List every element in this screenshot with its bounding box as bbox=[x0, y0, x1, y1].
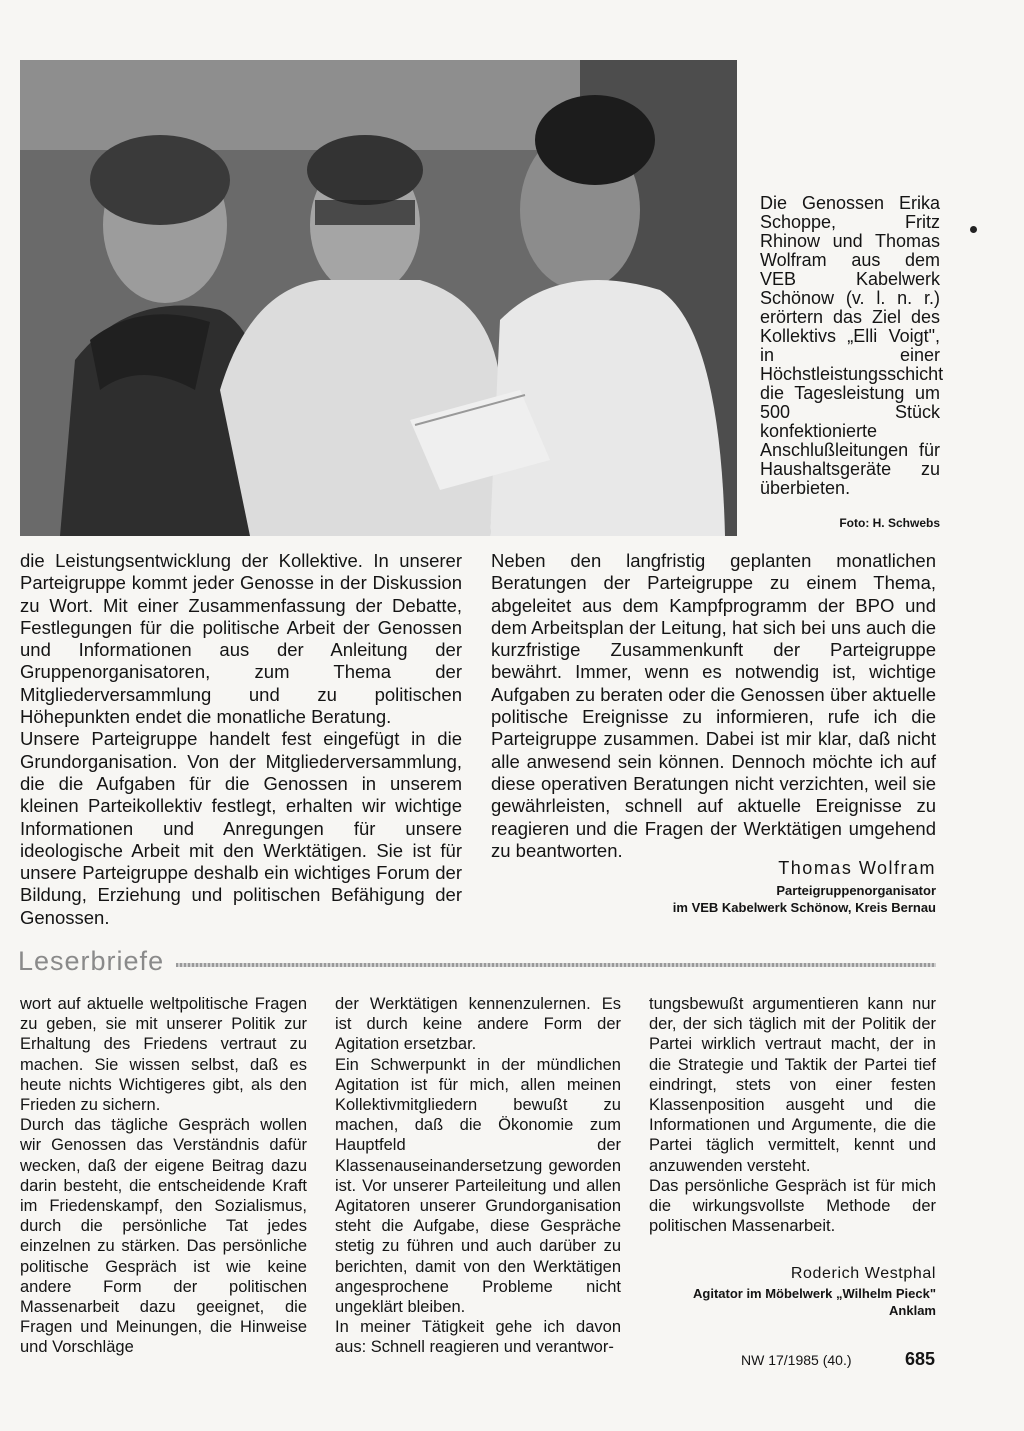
article-author: Thomas Wolfram bbox=[778, 858, 936, 878]
author-role-line: Anklam bbox=[889, 1303, 936, 1318]
letters-column-2 bbox=[335, 994, 621, 1358]
letter-paragraph: wort auf aktuelle weltpolitische Fragen zu geben, sie mit unserer Politik zur Erhaltung des Friedens vertraut zu machen. Sie wissen selbst, daß es heute nichts Wichtigeres gibt, als den Frieden zu sichern. bbox=[20, 995, 307, 1115]
letter-author: Roderich Westphal bbox=[790, 1265, 936, 1282]
letters-column-1 bbox=[20, 994, 307, 1358]
photo-caption bbox=[760, 193, 944, 498]
letter-paragraph: der Werktätigen kennenzulernen. Es ist durch keine andere Form der Agitation ersetzbar. bbox=[335, 995, 621, 1054]
article-paragraph: die Leistungsentwicklung der Kollektive. In unserer Parteigruppe kommt jeder Genosse in der Diskussion zu Wort. Mit einer Zusammenfassung der Debatte, Festlegungen für die politische Arbeit der Genossen und Informationen aus der Anleitung der Gruppenorganisatoren, zum Thema der Mitgliederversammlung und zu politischen Höhepunkten endet die monatliche Beratung. bbox=[20, 550, 462, 728]
photo-caption-text: Die Genossen Erika Schoppe, Fritz Rhinow und Thomas Wolfram aus dem VEB Kabelwerk Schönow (v. l. n. r.) erörtern das Ziel des Kollektivs „Elli Voigt", in einer Höchstleistungsschicht die Tagesleistung um 500 Stück konfektionierte Anschlußleitungen für Haushaltsgeräte zu überbieten. bbox=[760, 193, 944, 498]
article-paragraph: Unsere Parteigruppe handelt fest eingefügt in die Grundorganisation. Von der Mitgliederversammlung, die die Aufgaben für die Genossen in unserem kleinen Parteikollektiv festlegt, erhalten wir wichtige Informationen und Anregungen für unsere ideologische Arbeit mit den Werktätigen. Sie ist für unsere Parteigruppe deshalb ein wichtiges Forum der Bildung, Erziehung und politischen Befähigung der Genossen. bbox=[20, 728, 462, 928]
article-photo bbox=[20, 60, 737, 536]
author-role-line: Agitator im Möbelwerk „Wilhelm Pieck" bbox=[693, 1286, 936, 1301]
letter-paragraph: Das persönliche Gespräch ist für mich die wirkungsvollste Methode der politischen Massenarbeit. bbox=[649, 1176, 936, 1236]
letter-paragraph: tungsbewußt argumentieren kann nur der, der sich täglich mit der Politik der Partei wirklich vertraut macht, der in die Strategie und Taktik der Partei tief eindringt, stets von einer festen Klassenposition ausgeht und die Informationen und Argumente, die die Partei täglich vermittelt, kennt und anzuwenden versteht. bbox=[649, 995, 936, 1175]
section-heading: Leserbriefe bbox=[18, 946, 165, 976]
photo-illustration bbox=[20, 60, 737, 536]
author-role-line: im VEB Kabelwerk Schönow, Kreis Bernau bbox=[672, 900, 936, 915]
photo-credit: Foto: H. Schwebs bbox=[839, 516, 940, 530]
issue-number: NW 17/1985 (40.) bbox=[741, 1352, 852, 1368]
article-column-right bbox=[491, 550, 936, 862]
letter-author-role bbox=[693, 1285, 936, 1319]
article-column-left bbox=[20, 550, 462, 929]
letters-column-3 bbox=[649, 994, 936, 1236]
article-author-role bbox=[673, 882, 936, 916]
margin-bullet bbox=[970, 226, 977, 233]
section-rule bbox=[176, 963, 936, 967]
letter-paragraph: Durch das tägliche Gespräch wollen wir Genossen das Verständnis dafür wecken, daß der eigene Beitrag dazu darin besteht, die entscheidende Kraft im Friedenskampf, den Sozialismus, durch die persönliche Tat jedes einzelnen zu stärken. Das persönliche politische Gespräch ist wie keine andere Form der politischen Massenarbeit dazu geeignet, die Fragen und Meinungen, die Hinweise und Vorschläge bbox=[20, 1116, 307, 1357]
letter-paragraph: Ein Schwerpunkt in der mündlichen Agitation ist für mich, allen meinen Kollektivmitgliedern bewußt zu machen, daß die Ökonomie zum Hauptfeld der Klassenauseinandersetzung geworden ist. Vor unserer Parteileitung und allen Agitatoren unserer Grundorganisation steht die Aufgabe, diese Gespräche stetig zu führen und auch darüber zu berichten, damit von den Werktätigen angesprochene Probleme nicht ungeklärt bleiben. bbox=[335, 1055, 621, 1317]
article-paragraph: Neben den langfristig geplanten monatlichen Beratungen der Parteigruppe zu einem Thema, abgeleitet aus dem Kampfprogramm der BPO und dem Arbeitsplan der Leitung, hat sich bei uns auch die kurzfristige Zusammenkunft der Parteigruppe bewährt. Immer, wenn es notwendig ist, wichtige Aufgaben zu beraten oder die Genossen über aktuelle politische Ereignisse zu informieren, rufe ich die Parteigruppe zusammen. Dabei ist mir klar, daß nicht alle anwesend sein können. Dennoch möchte ich auf diese operativen Beratungen nicht verzichten, weil sie gewährleisten, schnell auf aktuelle Ereignisse zu reagieren und die Fragen der Werktätigen umgehend zu beantworten. bbox=[491, 550, 936, 861]
page-number: 685 bbox=[905, 1349, 936, 1369]
author-role-line: Parteigruppenorganisator bbox=[776, 883, 936, 898]
letter-paragraph: In meiner Tätigkeit gehe ich davon aus: Schnell reagieren und verantwor- bbox=[335, 1318, 621, 1357]
